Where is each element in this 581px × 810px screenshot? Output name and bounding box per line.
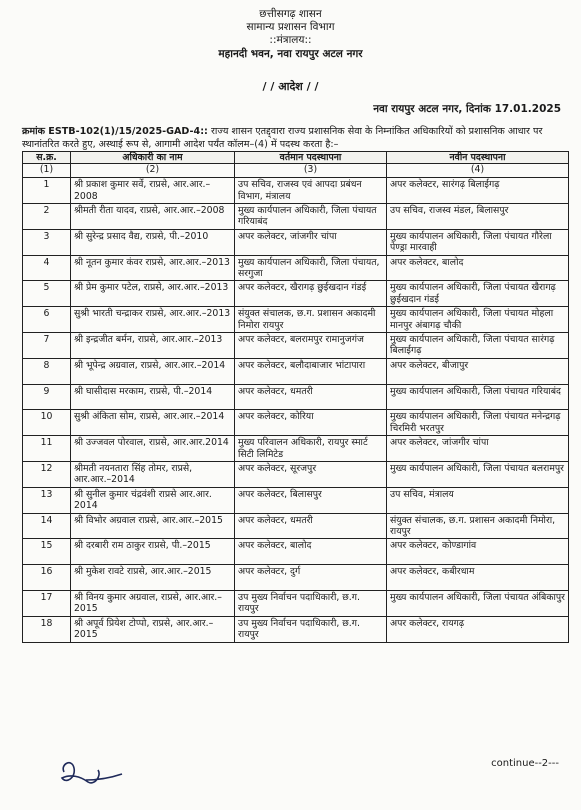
order-intro	[22, 126, 567, 151]
current-posting-cell: अपर कलेक्टर, बलरामपुर रामानुजगंज	[235, 333, 387, 359]
serial-cell: 1	[23, 178, 71, 204]
new-posting-cell: मुख्य कार्यपालन अधिकारी, जिला पंचायत मोहला मानपुर अंबागढ़ चौकी	[387, 307, 569, 333]
current-posting-cell: अपर कलेक्टर, धमतरी	[235, 513, 387, 539]
new-posting-cell: मुख्य कार्यपालन अधिकारी, जिला पंचायत सारंगढ़ बिलाईगढ़	[387, 333, 569, 359]
table-row	[23, 255, 569, 281]
serial-cell: 12	[23, 462, 71, 488]
header-ministry: ::मंत्रालय::	[269, 34, 312, 46]
table-row	[23, 616, 569, 642]
new-posting-cell: मुख्य कार्यपालन अधिकारी, जिला पंचायत खैरागढ़ छुईखदान गंडई	[387, 281, 569, 307]
place-date: नवा रायपुर अटल नगर, दिनांक 17.01.2025	[373, 103, 561, 115]
officer-name-cell: सुश्री भारती चन्द्राकर राप्रसे, आर.आर.–2013	[71, 307, 235, 333]
new-posting-cell: संयुक्त संचालक, छ.ग. प्रशासन अकादमी निमोरा, रायपुर	[387, 513, 569, 539]
order-reference: क्रमांक ESTB-102(1)/15/2025-GAD-4::	[22, 126, 208, 137]
table-body	[23, 178, 569, 642]
serial-cell: 16	[23, 565, 71, 591]
table-row	[23, 358, 569, 384]
new-posting-cell: उप सचिव, राजस्व मंडल, बिलासपुर	[387, 204, 569, 230]
current-posting-cell: अपर कलेक्टर, बलौदाबाजार भांटापारा	[235, 358, 387, 384]
table-row	[23, 307, 569, 333]
serial-cell: 5	[23, 281, 71, 307]
new-posting-cell: अपर कलेक्टर, सारंगढ़ बिलाईगढ़	[387, 178, 569, 204]
serial-cell: 15	[23, 539, 71, 565]
serial-cell: 9	[23, 384, 71, 410]
current-posting-cell: अपर कलेक्टर, सूरजपुर	[235, 462, 387, 488]
table-row	[23, 410, 569, 436]
new-posting-cell: अपर कलेक्टर, जांजगीर चांपा	[387, 436, 569, 462]
current-posting-cell: अपर कलेक्टर, खैरागढ़ छुईखदान गंडई	[235, 281, 387, 307]
col-number: (1)	[23, 164, 71, 178]
order-title: / / आदेश / /	[262, 80, 319, 93]
current-posting-cell: अपर कलेक्टर, बिलासपुर	[235, 487, 387, 513]
serial-cell: 18	[23, 616, 71, 642]
serial-cell: 4	[23, 255, 71, 281]
table-row	[23, 487, 569, 513]
serial-cell: 13	[23, 487, 71, 513]
table-row	[23, 539, 569, 565]
table-row	[23, 462, 569, 488]
col-number: (2)	[71, 164, 235, 178]
new-posting-cell: अपर कलेक्टर, कोण्डागांव	[387, 539, 569, 565]
transfer-table	[22, 151, 569, 643]
current-posting-cell: अपर कलेक्टर, बालोद	[235, 539, 387, 565]
new-posting-cell: मुख्य कार्यपालन अधिकारी, जिला पंचायत मनेन्द्रगढ़ चिरमिरी भरतपुर	[387, 410, 569, 436]
signature-mark	[58, 754, 128, 790]
officer-name-cell: श्री उज्जवल पोरवाल, राप्रसे, आर.आर.2014	[71, 436, 235, 462]
new-posting-cell: मुख्य कार्यपालन अधिकारी, जिला पंचायत अंबिकापुर	[387, 591, 569, 617]
new-posting-cell: अपर कलेक्टर, रायगढ़	[387, 616, 569, 642]
column-number-row	[23, 164, 569, 178]
col-number: (3)	[235, 164, 387, 178]
officer-name-cell: श्री प्रेम कुमार पटेल, राप्रसे, आर.आर.–2013	[71, 281, 235, 307]
current-posting-cell: मुख्य परिवालन अधिकारी, रायपुर स्मार्ट सिटी लिमिटेड	[235, 436, 387, 462]
table-row	[23, 513, 569, 539]
serial-cell: 6	[23, 307, 71, 333]
new-posting-cell: अपर कलेक्टर, कबीरधाम	[387, 565, 569, 591]
header-department: सामान्य प्रशासन विभाग	[246, 21, 335, 33]
table-header-row	[23, 152, 569, 164]
table-row	[23, 204, 569, 230]
table-row	[23, 436, 569, 462]
table-row	[23, 333, 569, 359]
serial-cell: 3	[23, 229, 71, 255]
serial-cell: 10	[23, 410, 71, 436]
serial-cell: 14	[23, 513, 71, 539]
new-posting-cell: उप सचिव, मंत्रालय	[387, 487, 569, 513]
officer-name-cell: श्री इन्द्रजीत बर्मन, राप्रसे, आर.आर.–2013	[71, 333, 235, 359]
current-posting-cell: अपर कलेक्टर, कोरिया	[235, 410, 387, 436]
serial-cell: 11	[23, 436, 71, 462]
officer-name-cell: श्री अपूर्व प्रियेश टोप्पो, राप्रसे, आर.आर.–2015	[71, 616, 235, 642]
new-posting-cell: अपर कलेक्टर, बीजापुर	[387, 358, 569, 384]
table-row	[23, 591, 569, 617]
officer-name-cell: श्री नूतन कुमार कंवर राप्रसे, आर.आर.–2013	[71, 255, 235, 281]
current-posting-cell: मुख्य कार्यपालन अधिकारी, जिला पंचायत गरियाबंद	[235, 204, 387, 230]
officer-name-cell: श्री प्रकाश कुमार सर्वे, राप्रसे, आर.आर.–2008	[71, 178, 235, 204]
table-row	[23, 281, 569, 307]
header-government: छत्तीसगढ़ शासन	[259, 8, 322, 20]
current-posting-cell: अपर कलेक्टर, धमतरी	[235, 384, 387, 410]
table-row	[23, 229, 569, 255]
current-posting-cell: संयुक्त संचालक, छ.ग. प्रशासन अकादमी निमोरा रायपुर	[235, 307, 387, 333]
officer-name-cell: श्री सुनील कुमार चंद्रवंशी राप्रसे आर.आर. 2014	[71, 487, 235, 513]
current-posting-cell: मुख्य कार्यपालन अधिकारी, जिला पंचायत, सरगुजा	[235, 255, 387, 281]
current-posting-cell: उप सचिव, राजस्व एवं आपदा प्रबंधन विभाग, मंत्रालय	[235, 178, 387, 204]
current-posting-cell: अपर कलेक्टर, जांजगीर चांपा	[235, 229, 387, 255]
officer-name-cell: श्री सुरेन्द्र प्रसाद वैद्य, राप्रसे, पी.–2010	[71, 229, 235, 255]
table-row	[23, 565, 569, 591]
officer-name-cell: श्री विभोर अग्रवाल राप्रसे, आर.आर.–2015	[71, 513, 235, 539]
new-posting-cell: मुख्य कार्यपालन अधिकारी, जिला पंचायत गौरेला पेण्ड्रा मारवाही	[387, 229, 569, 255]
table-row	[23, 178, 569, 204]
serial-cell: 2	[23, 204, 71, 230]
officer-name-cell: श्रीमती नयनतारा सिंह तोमर, राप्रसे, आर.आर.–2014	[71, 462, 235, 488]
officer-name-cell: श्री दरबारी राम ठाकुर राप्रसे, पी.–2015	[71, 539, 235, 565]
header-address: महानदी भवन, नवा रायपुर अटल नगर	[218, 48, 363, 60]
serial-cell: 7	[23, 333, 71, 359]
order-text: राज्य शासन एतद्द्वारा राज्य प्रशासनिक सेवा के निम्नांकित अधिकारियों को प्रशासनिक आधार पर स्थानांतरित करते हुए, अस्थाई रूप से, आगामी आदेश पर्यंत कॉलम–(4) में पदस्थ करता है:–	[22, 126, 543, 150]
officer-name-cell: श्रीमती रीता यादव, राप्रसे, आर.आर.–2008	[71, 204, 235, 230]
continue-note: continue--2---	[491, 758, 559, 769]
current-posting-cell: उप मुख्य निर्वाचन पदाधिकारी, छ.ग. रायपुर	[235, 591, 387, 617]
new-posting-cell: मुख्य कार्यपालन अधिकारी, जिला पंचायत गरियाबंद	[387, 384, 569, 410]
col-header-name: अधिकारी का नाम	[71, 152, 235, 164]
col-number: (4)	[387, 164, 569, 178]
col-header-current-posting: वर्तमान पदस्थापना	[235, 152, 387, 164]
col-header-serial: स.क्र.	[23, 152, 71, 164]
new-posting-cell: अपर कलेक्टर, बालोद	[387, 255, 569, 281]
col-header-new-posting: नवीन पदस्थापना	[387, 152, 569, 164]
serial-cell: 17	[23, 591, 71, 617]
current-posting-cell: उप मुख्य निर्वाचन पदाधिकारी, छ.ग. रायपुर	[235, 616, 387, 642]
officer-name-cell: सुश्री अंकिता सोम, राप्रसे, आर.आर.–2014	[71, 410, 235, 436]
officer-name-cell: श्री विनय कुमार अग्रवाल, राप्रसे, आर.आर.–2015	[71, 591, 235, 617]
officer-name-cell: श्री घासीदास मरकाम, राप्रसे, पी.–2014	[71, 384, 235, 410]
new-posting-cell: मुख्य कार्यपालन अधिकारी, जिला पंचायत बलरामपुर	[387, 462, 569, 488]
serial-cell: 8	[23, 358, 71, 384]
officer-name-cell: श्री मुकेश रावटे राप्रसे, आर.आर.–2015	[71, 565, 235, 591]
current-posting-cell: अपर कलेक्टर, दुर्ग	[235, 565, 387, 591]
table-row	[23, 384, 569, 410]
officer-name-cell: श्री भूपेन्द्र अग्रवाल, राप्रसे, आर.आर.–2014	[71, 358, 235, 384]
